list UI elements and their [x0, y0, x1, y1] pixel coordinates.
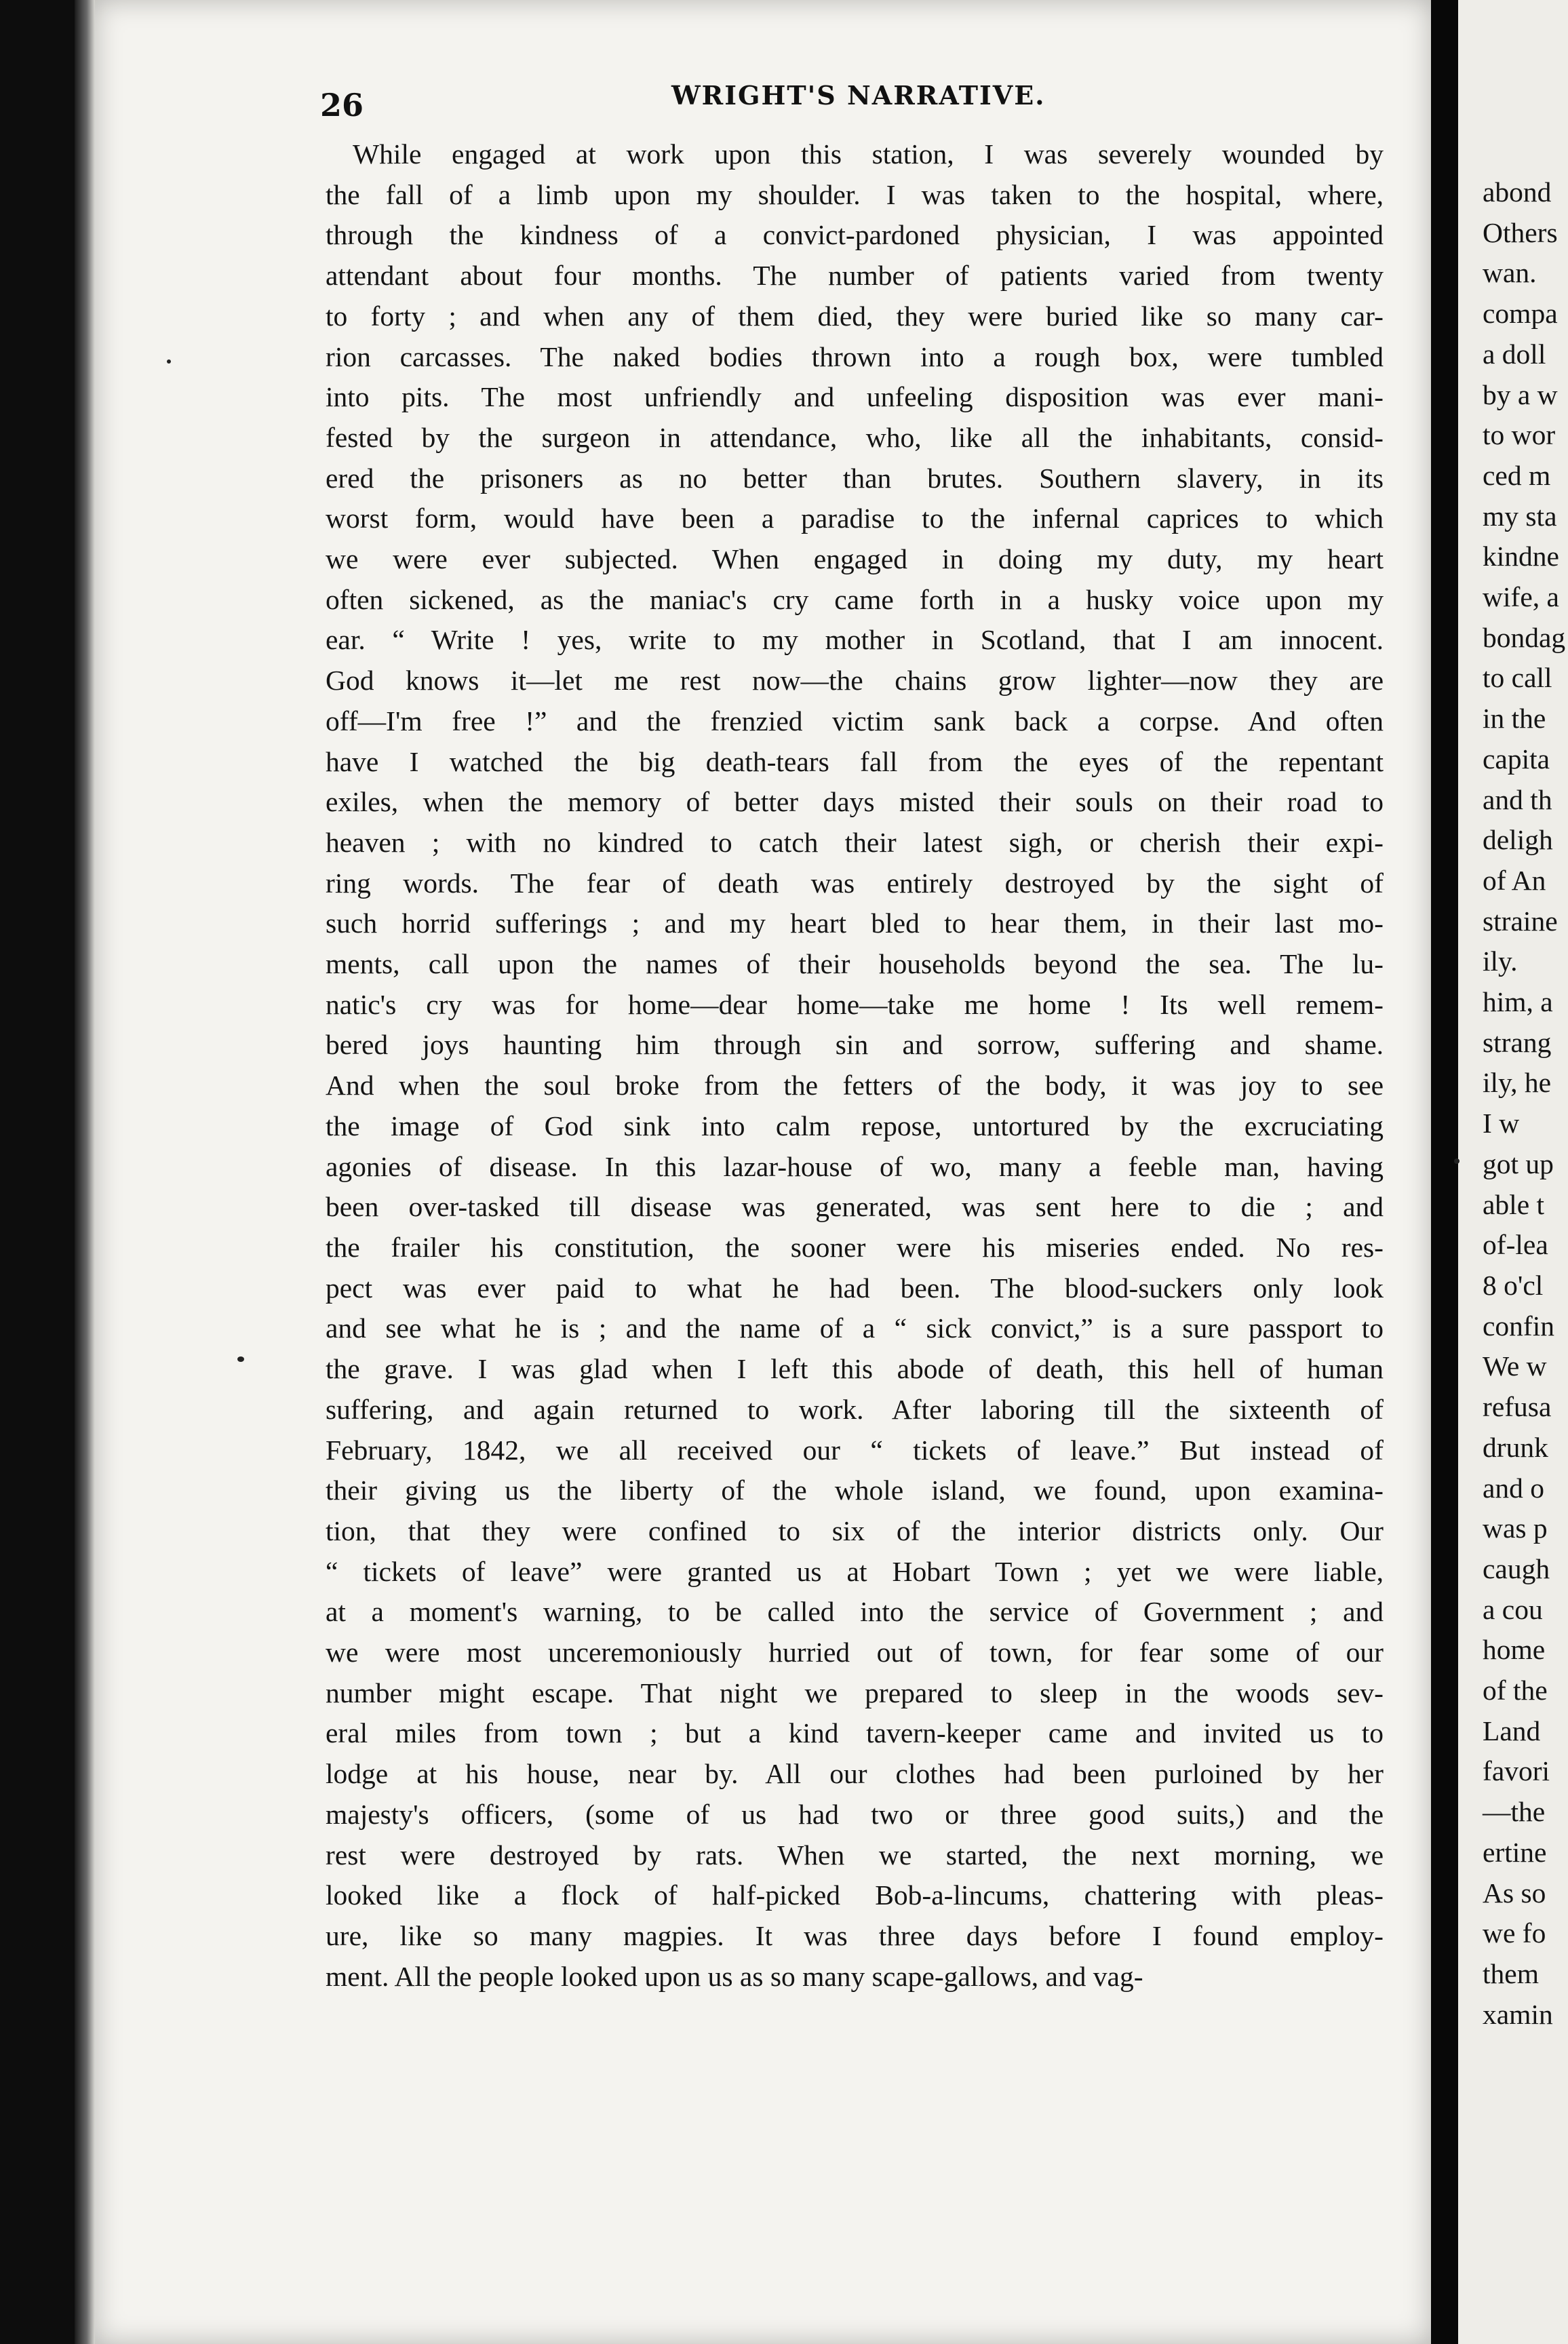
- next-page-line: favori: [1483, 1755, 1550, 1787]
- text-line: tion, that they were confined to six of the interior districts only. Our: [326, 1515, 1384, 1546]
- next-page-line: of An: [1483, 864, 1546, 896]
- text-line: into pits. The most unfriendly and unfeeling disposition was ever mani-: [326, 381, 1384, 413]
- next-page-line: a cou: [1483, 1593, 1543, 1625]
- text-line: looked like a flock of half-picked Bob-a-lincums, chattering with pleas-: [326, 1879, 1384, 1911]
- next-page-line: wife, a: [1483, 581, 1559, 613]
- next-page-line: him, a: [1483, 986, 1553, 1018]
- next-page-line: kindne: [1483, 541, 1559, 572]
- next-page-line: 8 o'cl: [1483, 1269, 1544, 1301]
- text-line: to forty ; and when any of them died, they were buried like so many car-: [326, 300, 1384, 332]
- next-page-line: caugh: [1483, 1552, 1550, 1584]
- text-line: exiles, when the memory of better days misted their souls on their road to: [326, 786, 1384, 818]
- page-header: [320, 80, 1384, 128]
- text-line: rest were destroyed by rats. When we started, the next morning, we: [326, 1839, 1384, 1871]
- next-page-line: refusa: [1483, 1391, 1552, 1423]
- text-line: worst form, would have been a paradise to the infernal caprices to which: [326, 503, 1384, 534]
- text-line: we were ever subjected. When engaged in doing my duty, my heart: [326, 543, 1384, 575]
- speck: [237, 1356, 244, 1362]
- text-line: their giving us the liberty of the whole island, we found, upon examina-: [326, 1474, 1384, 1506]
- next-page-line: Others: [1483, 216, 1558, 248]
- next-page-line: deligh: [1483, 824, 1553, 856]
- next-page-line: —the: [1483, 1796, 1546, 1828]
- body-text: [326, 134, 1384, 1997]
- next-page-line: I w: [1483, 1108, 1520, 1139]
- text-line: and see what he is ; and the name of a “ sick convict,” is a sure passport to: [326, 1312, 1384, 1344]
- text-line: rion carcasses. The naked bodies thrown into a rough box, were tumbled: [326, 340, 1384, 372]
- next-page-line: we fo: [1483, 1917, 1546, 1949]
- next-page-line: in the: [1483, 703, 1546, 735]
- next-page-line: got up: [1483, 1148, 1554, 1179]
- text-line: natic's cry was for home—dear home—take me home ! Its well remem-: [326, 988, 1384, 1020]
- next-page-line: and o: [1483, 1472, 1545, 1504]
- next-page-line: confin: [1483, 1310, 1555, 1342]
- book-gutter: [1431, 0, 1458, 2344]
- text-line: And when the soul broke from the fetters of the body, it was joy to see: [326, 1070, 1384, 1101]
- next-page-line: by a w: [1483, 378, 1558, 410]
- text-line: fested by the surgeon in attendance, who, like all the inhabitants, consid-: [326, 421, 1384, 453]
- text-line: pect was ever paid to what he had been. The blood-suckers only look: [326, 1272, 1384, 1304]
- next-page-line: Land: [1483, 1715, 1541, 1746]
- text-line: the fall of a limb upon my shoulder. I was taken to the hospital, where,: [326, 178, 1384, 210]
- text-line: heaven ; with no kindred to catch their latest sigh, or cherish their expi-: [326, 826, 1384, 858]
- text-line: at a moment's warning, to be called into the service of Government ; and: [326, 1596, 1384, 1628]
- next-page-line: a doll: [1483, 338, 1546, 370]
- text-line: ment. All the people looked upon us as so many scape-gallows, and vag-: [326, 1960, 1143, 1992]
- text-line: been over-tasked till disease was generated, was sent here to die ; and: [326, 1191, 1384, 1223]
- next-page-line: of the: [1483, 1675, 1548, 1706]
- text-line: the grave. I was glad when I left this abode of death, this hell of human: [326, 1353, 1384, 1385]
- next-page-line: wan.: [1483, 257, 1537, 289]
- next-page-line: ced m: [1483, 459, 1551, 491]
- text-line: majesty's officers, (some of us had two or three good suits,) and the: [326, 1798, 1384, 1830]
- text-line: While engaged at work upon this station, I was severely wounded by: [353, 138, 1384, 170]
- next-page-line: abond: [1483, 176, 1552, 208]
- text-line: February, 1842, we all received our “ tickets of leave.” But instead of: [326, 1434, 1384, 1466]
- text-line: suffering, and again returned to work. After laboring till the sixteenth of: [326, 1393, 1384, 1425]
- text-line: attendant about four months. The number of patients varied from twenty: [326, 260, 1384, 292]
- next-page-line: xamin: [1483, 1998, 1553, 2030]
- next-page-line: ily, he: [1483, 1067, 1552, 1099]
- text-line: off—I'm free !” and the frenzied victim sank back a corpse. And often: [326, 705, 1384, 737]
- text-line: ure, like so many magpies. It was three days before I found employ-: [326, 1919, 1384, 1951]
- text-line: ered the prisoners as no better than brutes. Southern slavery, in its: [326, 462, 1384, 494]
- page-number: 26: [320, 87, 364, 123]
- text-line: such horrid sufferings ; and my heart bled to hear them, in their last mo-: [326, 907, 1384, 939]
- text-line: the image of God sink into calm repose, untortured by the excruciating: [326, 1110, 1384, 1141]
- text-line: ring words. The fear of death was entirely destroyed by the sight of: [326, 867, 1384, 899]
- page-left-edge: [75, 0, 95, 2344]
- text-line: lodge at his house, near by. All our clothes had been purloined by her: [326, 1758, 1384, 1790]
- text-line: often sickened, as the maniac's cry came forth in a husky voice upon my: [326, 583, 1384, 615]
- text-line: the frailer his constitution, the sooner were his miseries ended. No res-: [326, 1231, 1384, 1263]
- text-line: “ tickets of leave” were granted us at Hobart Town ; yet we were liable,: [326, 1555, 1384, 1587]
- next-page-line: to call: [1483, 662, 1552, 694]
- next-page-line: We w: [1483, 1350, 1547, 1382]
- next-page-line: straine: [1483, 905, 1558, 937]
- next-page-line: home: [1483, 1634, 1546, 1666]
- next-page-line: my sta: [1483, 500, 1557, 532]
- next-page-line: of-lea: [1483, 1229, 1548, 1261]
- next-page-line: drunk: [1483, 1431, 1548, 1463]
- text-line: ments, call upon the names of their households beyond the sea. The lu-: [326, 948, 1384, 980]
- text-line: we were most unceremoniously hurried out of town, for fear some of our: [326, 1637, 1384, 1668]
- speck: [1454, 1158, 1459, 1164]
- text-line: bered joys haunting him through sin and sorrow, suffering and shame.: [326, 1029, 1384, 1061]
- text-line: ear. “ Write ! yes, write to my mother in Scotland, that I am innocent.: [326, 624, 1384, 656]
- text-line: agonies of disease. In this lazar-house of wo, many a feeble man, having: [326, 1150, 1384, 1182]
- text-line: God knows it—let me rest now—the chains grow lighter—now they are: [326, 665, 1384, 697]
- text-line: through the kindness of a convict-pardoned physician, I was appointed: [326, 219, 1384, 251]
- next-page-line: capita: [1483, 743, 1550, 775]
- next-page-line: was p: [1483, 1512, 1548, 1544]
- text-line: eral miles from town ; but a kind tavern-keeper came and invited us to: [326, 1717, 1384, 1749]
- next-page-line: them: [1483, 1957, 1539, 1989]
- next-page-line: bondag: [1483, 621, 1566, 653]
- speck: [167, 359, 171, 364]
- next-page-line: able t: [1483, 1188, 1545, 1220]
- next-page-line: to wor: [1483, 419, 1556, 451]
- next-page-line: compa: [1483, 298, 1558, 330]
- next-page-line: As so: [1483, 1877, 1546, 1909]
- next-page-line: ertine: [1483, 1836, 1547, 1868]
- next-page-text: [1483, 172, 1568, 2035]
- running-head: WRIGHT'S NARRATIVE.: [671, 80, 1046, 111]
- next-page-line: and th: [1483, 783, 1552, 815]
- text-line: number might escape. That night we prepared to sleep in the woods sev-: [326, 1677, 1384, 1708]
- next-page-line: strang: [1483, 1026, 1552, 1058]
- text-line: have I watched the big death-tears fall from the eyes of the repentant: [326, 745, 1384, 777]
- next-page-line: ily.: [1483, 945, 1518, 977]
